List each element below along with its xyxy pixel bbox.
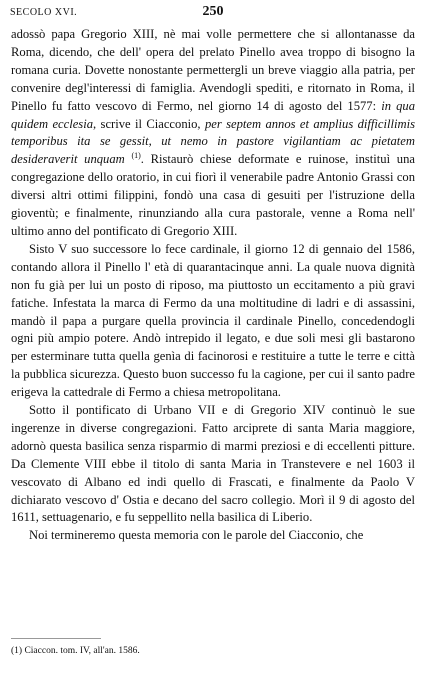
paragraph-2: Sisto V suo successore lo fece cardinale, il giorno 12 di gennaio del 1586, contando allora il Pinello l' età di quarantacinque anni. La quale nuova dignità non fu già per lui un posto di riposo, ma piuttosto un eccitamento a più gravi fatiche. Infestata la marca di Fermo da una moltitudine di ladri e di assassini, mandò il papa a purgare quella provincia il cardinale Pinello, concedendogli ogni più ampio potere. Andò intrepido il legato, e due soli mesi gli bastarono per esterminare tutta quella genìa di facinorosi e restituire a tutte le terre e città la pubblica sicurezza. Questo buon successo fu la cagione, per cui il santo padre erigeva la cattedrale di Fermo a chiesa metropolitana. [11, 241, 415, 400]
page-number: 250 [202, 4, 224, 19]
footnote-reference: (1) [131, 151, 141, 161]
footnote: (1) Ciaccon. tom. IV, all'an. 1586. [11, 646, 140, 656]
latin-quote-2: per septem annos et amplius difficillimis temporibus ita se gessit, ut nemo in pastore vigilantiam ac pietatem desideraverit unquam [11, 116, 415, 167]
body-text [11, 26, 415, 545]
footnote-divider [11, 638, 101, 639]
page-header [10, 4, 416, 22]
paragraph-4: Noi termineremo questa memoria con le parole del Ciacconio, che [29, 528, 364, 543]
paragraph-1-text-c: . Ristaurò chiese deformate e ruinose, instituì una congregazione dello oratorio, in cui fiorì il venerabile padre Antonio Grassi con diversi altri ottimi filippini, fondò una casa di gesuiti per l'istruzione della gioventù; e finalmente, rinunziando alla cura pastorale, venne a Roma nell' ultimo anno del pontificato di Gregorio XIII. [11, 152, 415, 238]
latin-quote-1: in qua quidem ecclesia [11, 98, 415, 131]
paragraph-1 [11, 26, 415, 241]
paragraph-1-text-a: adossò papa Gregorio XIII, nè mai volle permettere che si allontanasse da Roma, dicendo, che dell' opera del prelato Pinello avea troppo di bisogno la romana curia. Dovette nonostante permettergli un breve viaggio alla patria, per convenire degl'interessi di famiglia. Avendogli spediti, e ritornato in Roma, il Pinello fu fatto vescovo di Fermo, nel giorno 14 di agosto del 1577: [11, 27, 415, 113]
paragraph-3: Sotto il pontificato di Urbano VII e di Gregorio XIV continuò le sue ingerenze in diverse congregazioni. Fatto arciprete di santa Maria maggiore, adornò questa basilica senza risparmio di marmi preziosi e di eccellenti pitture. Da Clemente VIII ebbe il titolo di santa Maria in Transtevere e nel 1603 il vescovato di Albano ed indi quello di Frascati, e finalmente da Paolo V dichiarato vescovo d' Ostia e decano del sacro collegio. Morì il 9 di agosto del 1611, settuagenario, e fu seppellito nella basilica di Liberio. [11, 403, 415, 525]
running-title: SECOLO XVI. [10, 7, 78, 18]
paragraph-1-text-b: , scrive il Ciacconio, [93, 116, 205, 131]
